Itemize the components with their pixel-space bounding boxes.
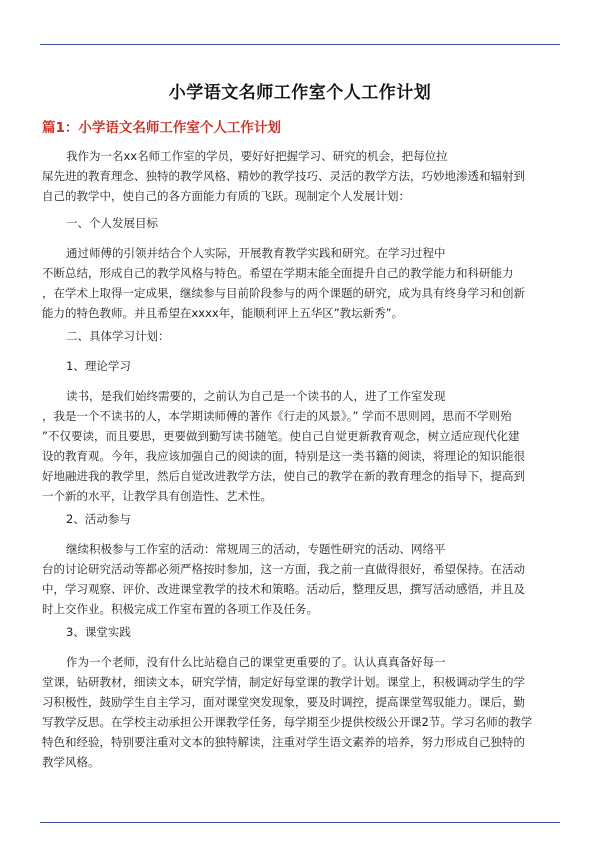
intro-line: 屎先进的教育理念、独特的教学风格、精妙的教学技巧、灵活的教学方法，巧妙地渗透和辐射到 [42,169,525,183]
heading-theory-study: 1、理论学习 [66,359,131,373]
heading-personal-goals: 一、个人发展目标 [66,216,158,230]
top-rule [40,44,560,45]
practice-line: 习积极性，鼓励学生自主学习，面对课堂突发现象，要及时调控，提高课堂驾驭能力。课后，勤 [42,695,525,709]
practice-line: 写教学反思。在学校主动承担公开课教学任务，每学期至少提供校级公开课2节。学习名师的教学 [42,715,533,729]
activity-line: 中，学习观察、评价、改进课堂教学的技术和策略。活动后，整理反思，撰写活动感悟，并且及 [42,582,525,596]
theory-line: 一个新的水平，让教学具有创造性、艺术性。 [42,489,272,503]
practice-line: 作为一个老师，没有什么比站稳自己的课堂更重要的了。认认真真备好每一 [66,655,446,669]
practice-line: 教学风格。 [42,755,100,769]
heading-classroom-practice: 3、课堂实践 [66,625,131,639]
practice-line: 堂课，钻研教材，细读文本，研究学情，制定好每堂课的教学计划。课堂上，积极调动学生的学 [42,675,525,689]
activity-line: 时上交作业。积极完成工作室布置的各项工作及任务。 [42,602,318,616]
intro-line: 自己的教学中，使自己的各方面能力有质的飞跃。现制定个人发展计划： [42,189,410,203]
activity-paragraph [42,539,558,619]
practice-paragraph [42,652,558,772]
goal-paragraph [42,243,558,323]
goal-line: 不断总结，形成自己的教学风格与特色。希望在学期末能全面提升自己的教学能力和科研能力 [42,266,514,280]
heading-activity: 2、活动参与 [66,512,131,526]
activity-line: 继续积极参与工作室的活动：常规周三的活动，专题性研究的活动、网络平 [66,542,446,556]
activity-line: 台的讨论研究活动等都必须严格按时参加，这一方面，我之前一直做得很好，希望保持。在活动 [42,562,525,576]
theory-line: 设的教育观。今年，我应该加强自己的阅读的面，特别是这一类书籍的阅读，将理论的知识能很 [42,449,525,463]
practice-line: 特色和经验，特别要注重对文本的独特解读，注重对学生语文素养的培养，努力形成自己独特的 [42,735,525,749]
heading-study-plan: 二、具体学习计划： [66,329,170,343]
theory-paragraph [42,386,558,506]
goal-line: 通过师傅的引领并结合个人实际，开展教育教学实践和研究。在学习过程中 [66,246,446,260]
theory-line: ，我是一个不读书的人，本学期读师傅的著作《行走的风景》。” 学而不思则罔，思而不学则殆 [42,409,512,423]
section-title: 篇1：小学语文名师工作室个人工作计划 [42,120,281,136]
theory-line: 好地融进我的教学里，然后自觉改进教学方法，使自己的教学在新的教育理念的指导下，提高到 [42,469,525,483]
intro-line: 我作为一名xx名师工作室的学员，要好好把握学习、研究的机会，把每位拉 [66,149,448,163]
theory-line: 读书，是我们始终需要的，之前认为自己是一个读书的人，进了工作室发现 [66,389,446,403]
intro-paragraph [42,146,558,206]
page-title: 小学语文名师工作室个人工作计划 [168,83,432,103]
bottom-rule [40,822,560,823]
goal-line: ，在学术上取得一定成果，继续参与目前阶段参与的两个课题的研究，成为具有终身学习和创新 [42,286,525,300]
goal-line: 能力的特色教师。并且希望在xxxx年，能顺利评上五华区”教坛新秀”。 [42,306,404,320]
theory-line: ”不仅要读，而且要思，更要做到勤写读书随笔。使自己自觉更新教育观念，树立适应现代化建 [42,429,520,443]
